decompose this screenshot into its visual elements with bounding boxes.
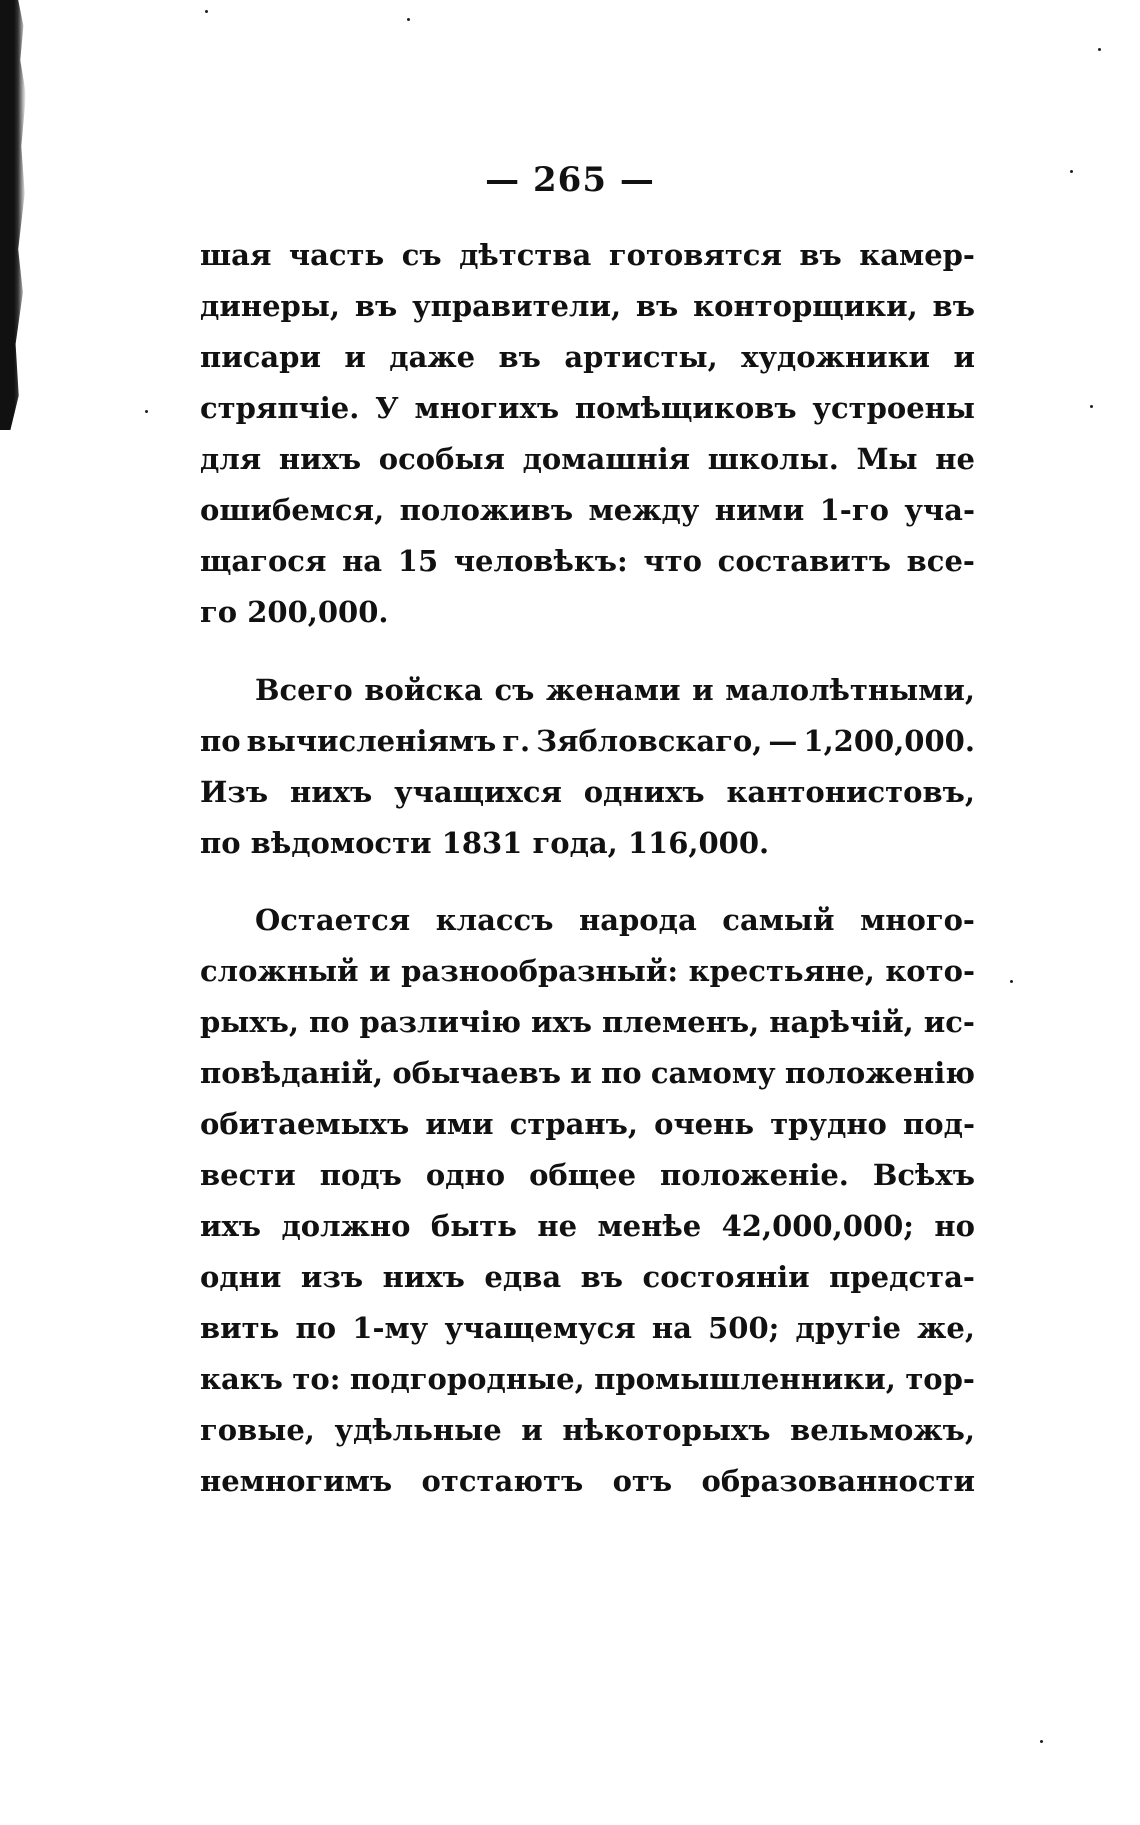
- word: самый: [722, 903, 835, 937]
- word: Зябловскаго,: [536, 724, 763, 758]
- word: то:: [292, 1362, 341, 1396]
- word: помѣщиковъ: [574, 391, 797, 425]
- word: часть: [288, 238, 385, 272]
- text-line: [200, 946, 975, 997]
- word: конторщики,: [693, 289, 918, 323]
- word: на: [651, 1311, 692, 1345]
- word: 1,200,000.: [803, 724, 975, 758]
- word: 500;: [708, 1311, 780, 1345]
- word: племенъ,: [601, 1005, 760, 1039]
- word: одно: [425, 1158, 506, 1192]
- word: У: [375, 391, 399, 425]
- word: устроены: [812, 391, 975, 425]
- word: щагося: [200, 544, 327, 578]
- print-speck: [1040, 1740, 1043, 1743]
- word: самому: [650, 1056, 776, 1090]
- text-line: [200, 1048, 975, 1099]
- word: образованности: [701, 1464, 975, 1498]
- word: много-: [860, 903, 975, 937]
- word: другіе: [795, 1311, 901, 1345]
- word: под-: [903, 1107, 975, 1141]
- word: въ: [354, 289, 398, 323]
- word: ошибемся,: [200, 493, 385, 527]
- word: классъ: [435, 903, 554, 937]
- text-line: го 200,000.: [200, 595, 389, 629]
- text-line: [200, 1456, 975, 1507]
- word: въ: [580, 1260, 624, 1294]
- text-line: [200, 1252, 975, 1303]
- text-line: [200, 1099, 975, 1150]
- word: не: [537, 1209, 578, 1243]
- word: 42,000,000;: [721, 1209, 914, 1243]
- print-speck: [1090, 405, 1093, 408]
- word: вельможъ,: [790, 1413, 975, 1447]
- word: положеніе.: [660, 1158, 849, 1192]
- word: по: [601, 1056, 642, 1090]
- word: же,: [917, 1311, 975, 1345]
- word: странъ,: [509, 1107, 638, 1141]
- word: составитъ: [717, 544, 891, 578]
- word: и: [570, 1056, 592, 1090]
- word: артисты,: [564, 340, 718, 374]
- word: учащемуся: [444, 1311, 636, 1345]
- word: разнообразный:: [401, 954, 679, 988]
- word: народа: [579, 903, 697, 937]
- word: между: [588, 493, 700, 527]
- word: нарѣчій,: [769, 1005, 914, 1039]
- paragraph-2: [200, 665, 975, 869]
- word: 1-му: [352, 1311, 429, 1345]
- word: вить: [200, 1311, 280, 1345]
- word: немногимъ: [200, 1464, 393, 1498]
- word: Всѣхъ: [872, 1158, 975, 1192]
- word: стряпчіе.: [200, 391, 360, 425]
- text-line: [200, 1150, 975, 1201]
- text-line: [200, 281, 975, 332]
- word: на: [342, 544, 383, 578]
- word: ихъ: [530, 1005, 592, 1039]
- text-line: [200, 536, 975, 587]
- paragraph-3: [200, 895, 975, 1507]
- word: художники: [741, 340, 931, 374]
- word: очень: [654, 1107, 755, 1141]
- word: г.: [502, 724, 531, 758]
- word: особыя: [378, 442, 505, 476]
- word: однихъ: [583, 775, 705, 809]
- word: для: [200, 442, 262, 476]
- word: едва: [484, 1260, 562, 1294]
- print-speck: [205, 10, 208, 13]
- word: подгородные,: [349, 1362, 585, 1396]
- word: дѣтства: [459, 238, 592, 272]
- word: уча-: [904, 493, 975, 527]
- word: различію: [359, 1005, 521, 1039]
- word: 15: [397, 544, 439, 578]
- word: управители,: [412, 289, 622, 323]
- word: въ: [635, 289, 679, 323]
- word: вести: [200, 1158, 296, 1192]
- word: подъ: [319, 1158, 402, 1192]
- text-line: [200, 1354, 975, 1405]
- text-line: по вѣдомости 1831 года, 116,000.: [200, 826, 770, 860]
- word: и: [953, 340, 975, 374]
- word: многихъ: [414, 391, 560, 425]
- paragraph-1: [200, 230, 975, 638]
- word: вычисленіямъ: [246, 724, 497, 758]
- word: шая: [200, 238, 272, 272]
- word: но: [934, 1209, 975, 1243]
- word: нихъ: [289, 775, 373, 809]
- page-edge-shadow: [0, 0, 26, 430]
- word: камер-: [859, 238, 975, 272]
- print-speck: [407, 18, 410, 21]
- word: тор-: [905, 1362, 975, 1396]
- word: одни: [200, 1260, 282, 1294]
- word: 1-го: [819, 493, 889, 527]
- word: кото-: [885, 954, 975, 988]
- word: положивъ: [399, 493, 574, 527]
- print-speck: [1098, 48, 1101, 51]
- word: и: [344, 340, 366, 374]
- text-line: [200, 1201, 975, 1252]
- word: нихъ: [382, 1260, 465, 1294]
- word: и: [369, 954, 391, 988]
- word: общее: [529, 1158, 637, 1192]
- word: сложный: [200, 954, 359, 988]
- word: Остается: [255, 903, 411, 937]
- word: трудно: [770, 1107, 887, 1141]
- word: менѣе: [597, 1209, 702, 1243]
- word: обычаевъ: [392, 1056, 561, 1090]
- word: въ: [932, 289, 975, 323]
- word: по: [308, 1005, 350, 1039]
- word: и: [521, 1413, 543, 1447]
- print-speck: [1010, 980, 1013, 983]
- word: обитаемыхъ: [200, 1107, 410, 1141]
- word: писари: [200, 340, 321, 374]
- text-line: [200, 716, 975, 767]
- word: отстаютъ: [421, 1464, 584, 1498]
- word: войска: [364, 673, 483, 707]
- word: состояніи: [642, 1260, 810, 1294]
- word: должно: [281, 1209, 411, 1243]
- word: въ: [498, 340, 541, 374]
- word: учащихся: [394, 775, 562, 809]
- word: —: [768, 724, 798, 758]
- word: Изъ: [200, 775, 269, 809]
- print-speck: [145, 410, 148, 413]
- word: человѣкъ:: [453, 544, 628, 578]
- word: съ: [401, 238, 442, 272]
- text-line: [200, 665, 975, 716]
- word: Мы: [856, 442, 918, 476]
- word: малолѣтными,: [725, 673, 975, 707]
- text-line: [200, 485, 975, 536]
- word: готовятся: [608, 238, 782, 272]
- word: изъ: [300, 1260, 364, 1294]
- word: по: [200, 724, 241, 758]
- text-line: [200, 332, 975, 383]
- word: нѣкоторыхъ: [562, 1413, 771, 1447]
- text-line: [200, 997, 975, 1048]
- word: повѣданій,: [200, 1056, 384, 1090]
- word: промышленники,: [594, 1362, 896, 1396]
- word: кантонистовъ,: [726, 775, 975, 809]
- text-line: [200, 434, 975, 485]
- page-number: — 265 —: [485, 160, 655, 200]
- word: съ: [494, 673, 535, 707]
- text-line: [200, 1303, 975, 1354]
- word: удѣльные: [334, 1413, 502, 1447]
- word: крестьяне,: [688, 954, 875, 988]
- word: домашнія: [522, 442, 691, 476]
- text-line: [200, 895, 975, 946]
- word: въ: [799, 238, 842, 272]
- word: положенію: [784, 1056, 975, 1090]
- word: и: [692, 673, 714, 707]
- word: школы.: [707, 442, 839, 476]
- word: по: [295, 1311, 337, 1345]
- word: отъ: [612, 1464, 673, 1498]
- word: ими: [425, 1107, 494, 1141]
- word: какъ: [200, 1362, 283, 1396]
- word: рыхъ,: [200, 1005, 299, 1039]
- text-line: [200, 1405, 975, 1456]
- word: не: [935, 442, 975, 476]
- word: динеры,: [200, 289, 340, 323]
- word: все-: [906, 544, 975, 578]
- word: ис-: [923, 1005, 975, 1039]
- word: даже: [389, 340, 476, 374]
- word: ихъ: [200, 1209, 262, 1243]
- word: говые,: [200, 1413, 315, 1447]
- word: женами: [546, 673, 681, 707]
- text-line: [200, 230, 975, 281]
- text-line: [200, 383, 975, 434]
- word: быть: [430, 1209, 517, 1243]
- word: предста-: [829, 1260, 975, 1294]
- word: что: [643, 544, 702, 578]
- word: Всего: [255, 673, 353, 707]
- word: ними: [714, 493, 805, 527]
- text-line: [200, 767, 975, 818]
- word: нихъ: [278, 442, 362, 476]
